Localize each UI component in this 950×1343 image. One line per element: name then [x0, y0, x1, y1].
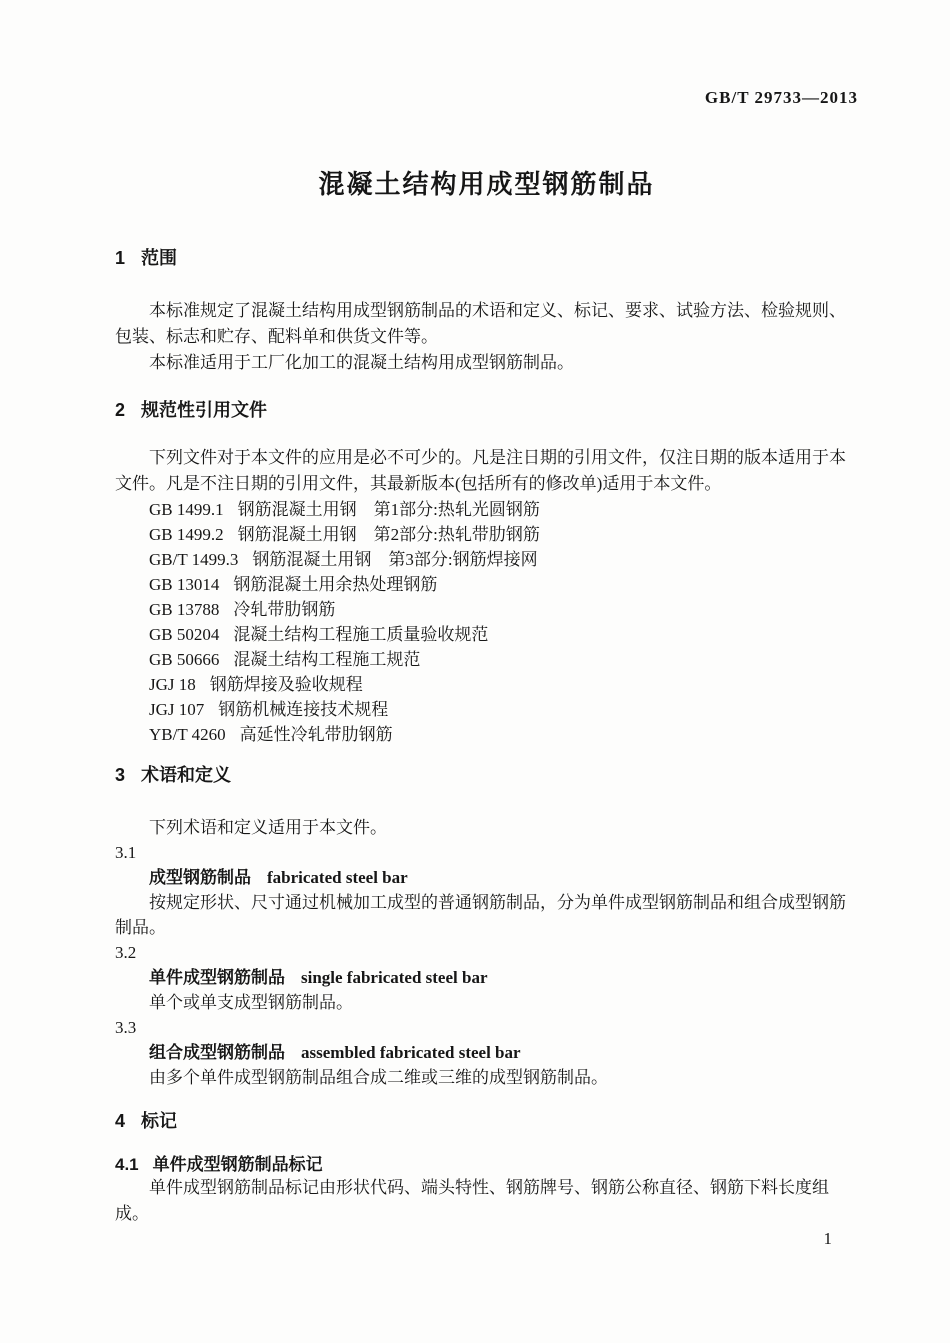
section-marking [115, 1111, 858, 1227]
reference-code: GB 13788 [149, 600, 220, 619]
term-en: assembled fabricated steel bar [301, 1043, 521, 1062]
reference-title: 混凝土结构工程施工规范 [233, 650, 421, 669]
term-definition: 由多个单件成型钢筋制品组合成二维或三维的成型钢筋制品。 [149, 1068, 608, 1087]
reference-code: JGJ 107 [149, 700, 205, 719]
reference-item [115, 597, 858, 622]
term-zh: 单件成型钢筋制品 [149, 968, 285, 987]
reference-title: 钢筋混凝土用钢 第2部分:热轧带肋钢筋 [237, 525, 540, 544]
term-item [115, 840, 858, 940]
term-zh: 成型钢筋制品 [149, 868, 251, 887]
reference-code: GB 1499.1 [149, 500, 224, 519]
term-item [115, 1015, 858, 1090]
term-definition: 单个或单支成型钢筋制品。 [149, 993, 353, 1012]
terms-intro: 下列术语和定义适用于本文件。 [149, 818, 387, 837]
marking-paragraph: 单件成型钢筋制品标记由形状代码、端头特性、钢筋牌号、钢筋公称直径、钢筋下料长度组成。 [115, 1178, 829, 1223]
scope-paragraph-2: 本标准适用于工厂化加工的混凝土结构用成型钢筋制品。 [149, 353, 574, 372]
subsection-number: 4.1 [115, 1155, 139, 1174]
reference-title: 钢筋混凝土用钢 第1部分:热轧光圆钢筋 [237, 500, 540, 519]
reference-title: 钢筋焊接及验收规程 [209, 675, 363, 694]
section-number: 3 [115, 765, 126, 785]
reference-code: YB/T 4260 [149, 725, 226, 744]
reference-item [115, 572, 858, 597]
section-terms-definitions [115, 765, 858, 1090]
term-number: 3.2 [115, 943, 137, 962]
term-line [115, 965, 858, 990]
terms-block [115, 815, 858, 1090]
term-zh: 组合成型钢筋制品 [149, 1043, 285, 1062]
reference-title: 钢筋混凝土用钢 第3部分:钢筋焊接网 [252, 550, 538, 569]
term-line [115, 865, 858, 890]
references-intro: 下列文件对于本文件的应用是必不可少的。凡是注日期的引用文件，仅注日期的版本适用于本文件。凡是不注日期的引用文件，其最新版本(包括所有的修改单)适用于本文件。 [115, 448, 846, 493]
reference-code: GB 1499.2 [149, 525, 224, 544]
term-line [115, 1040, 858, 1065]
reference-code: GB/T 1499.3 [149, 550, 239, 569]
term-number: 3.3 [115, 1018, 137, 1037]
term-en: fabricated steel bar [267, 868, 408, 887]
section-number: 1 [115, 248, 126, 268]
section-scope [115, 248, 858, 376]
reference-code: GB 50204 [149, 625, 220, 644]
standard-code: GB/T 29733—2013 [704, 88, 858, 107]
reference-code: GB 13014 [149, 575, 220, 594]
reference-item [115, 497, 858, 522]
section-number: 4 [115, 1111, 126, 1131]
reference-item [115, 522, 858, 547]
reference-title: 高延性冷轧带肋钢筋 [239, 725, 393, 744]
reference-item [115, 622, 858, 647]
reference-title: 冷轧带肋钢筋 [233, 600, 336, 619]
reference-title: 混凝土结构工程施工质量验收规范 [233, 625, 489, 644]
section-heading-normative-references [115, 400, 858, 420]
document-title: 混凝土结构用成型钢筋制品 [318, 169, 655, 199]
subsection-label: 单件成型钢筋制品标记 [152, 1155, 323, 1174]
section-label: 术语和定义 [141, 765, 232, 785]
reference-item [115, 547, 858, 572]
scope-paragraph-1: 本标准规定了混凝土结构用成型钢筋制品的术语和定义、标记、要求、试验方法、检验规则、包装、标志和贮存、配料单和供货文件等。 [115, 301, 846, 346]
section-label: 标记 [141, 1111, 178, 1131]
section-heading-scope [115, 248, 858, 268]
reference-item [115, 647, 858, 672]
reference-title: 钢筋机械连接技术规程 [218, 700, 389, 719]
section-label: 范围 [141, 248, 178, 268]
reference-code: GB 50666 [149, 650, 220, 669]
reference-title: 钢筋混凝土用余热处理钢筋 [233, 575, 438, 594]
term-definition: 按规定形状、尺寸通过机械加工成型的普通钢筋制品，分为单件成型钢筋制品和组合成型钢筋制品。 [115, 893, 846, 937]
reference-item [115, 697, 858, 722]
section-normative-references [115, 400, 858, 747]
section-heading-terms [115, 765, 858, 785]
section-number: 2 [115, 400, 126, 420]
term-number: 3.1 [115, 843, 137, 862]
section-heading-marking [115, 1111, 858, 1131]
page-number: 1 [823, 1229, 832, 1248]
reference-item [115, 672, 858, 697]
section-label: 规范性引用文件 [141, 400, 268, 420]
reference-item [115, 722, 858, 747]
subsection-heading-single-marking [115, 1155, 858, 1175]
term-en: single fabricated steel bar [301, 968, 488, 987]
term-item [115, 940, 858, 1015]
reference-code: JGJ 18 [149, 675, 196, 694]
